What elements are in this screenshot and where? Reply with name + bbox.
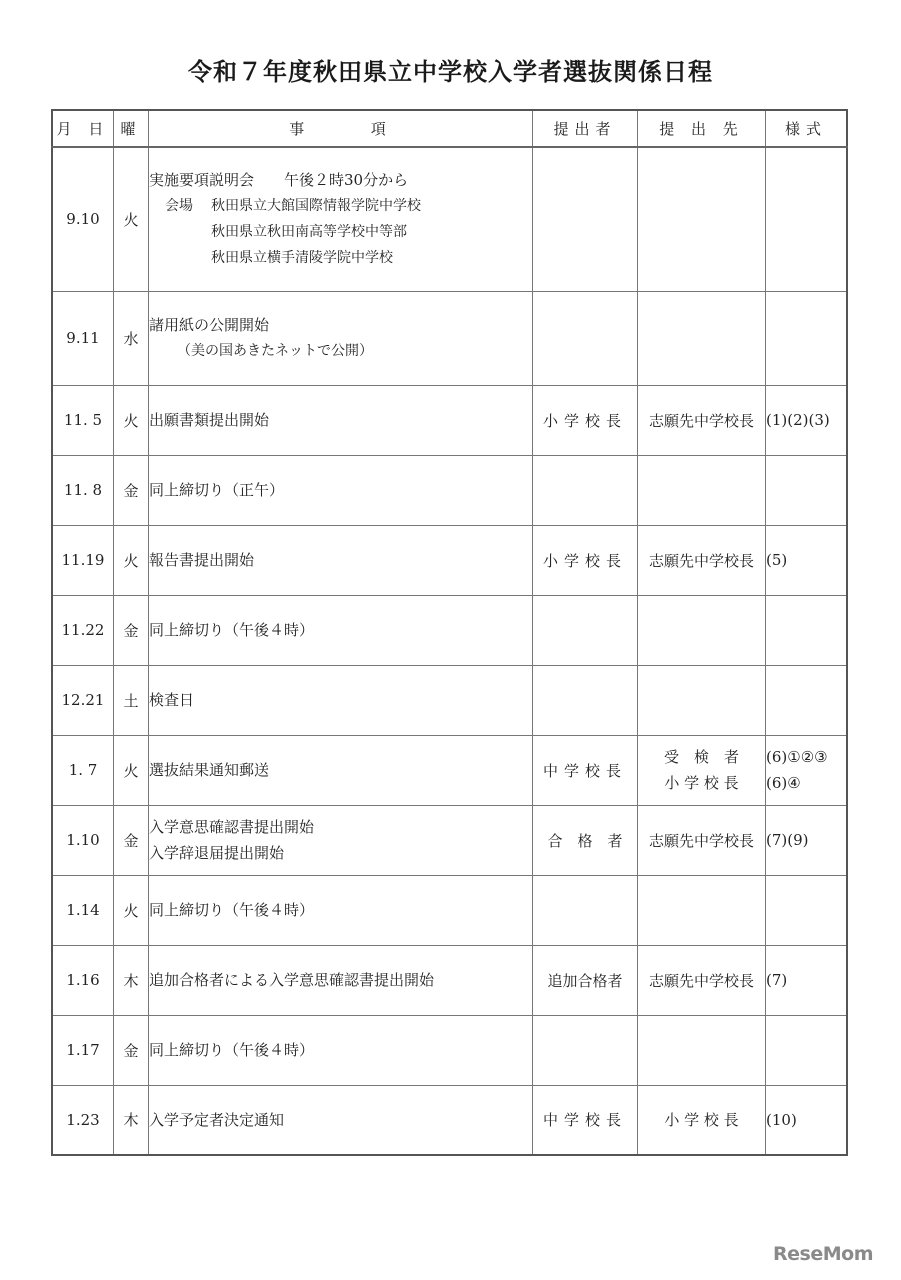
cell-form: [766, 1015, 848, 1085]
cell-submitter: 追加合格者: [533, 945, 638, 1015]
cell-form: [766, 291, 848, 385]
cell-item: 追加合格者による入学意思確認書提出開始: [149, 945, 533, 1015]
table-header-row: [52, 110, 847, 147]
cell-form: [766, 875, 848, 945]
cell-destination: [638, 595, 766, 665]
venue-label: 会場: [165, 198, 193, 215]
cell-item: 選抜結果通知郵送: [149, 735, 533, 805]
cell-day-of-week: 金: [114, 805, 149, 875]
item-main: 諸用紙の公開開始: [149, 316, 270, 334]
table-row: [52, 455, 847, 525]
cell-form: [766, 147, 848, 291]
cell-item: 同上締切り（午後４時）: [149, 595, 533, 665]
cell-submitter: 中学校長: [533, 1085, 638, 1155]
venue-name: 秋田県立大館国際情報学院中学校: [211, 198, 421, 215]
cell-submitter: [533, 147, 638, 291]
cell-form: [766, 735, 848, 805]
header-destination: 提 出 先: [638, 110, 766, 147]
cell-destination: [638, 875, 766, 945]
cell-date: 1.17: [52, 1015, 114, 1085]
cell-destination: 小 学 校 長: [638, 1085, 766, 1155]
cell-day-of-week: 水: [114, 291, 149, 385]
cell-form: (5): [766, 525, 848, 595]
cell-destination: [638, 1015, 766, 1085]
header-date: 月 日: [52, 110, 114, 147]
cell-form: [766, 595, 848, 665]
cell-item: 同上締切り（午後４時）: [149, 875, 533, 945]
cell-day-of-week: 木: [114, 1085, 149, 1155]
cell-day-of-week: 土: [114, 665, 149, 735]
cell-day-of-week: 金: [114, 595, 149, 665]
cell-destination: [638, 147, 766, 291]
destination-line: 小 学 校 長: [664, 774, 739, 792]
table-row: [52, 147, 847, 291]
venue-line: [149, 193, 532, 219]
page-title: 令和７年度秋田県立中学校入学者選抜関係日程: [188, 57, 713, 86]
cell-submitter: [533, 455, 638, 525]
cell-submitter: 小学校長: [533, 525, 638, 595]
cell-form: (10): [766, 1085, 848, 1155]
cell-day-of-week: 木: [114, 945, 149, 1015]
table-row: [52, 525, 847, 595]
cell-item: 出願書類提出開始: [149, 385, 533, 455]
table-row: [52, 945, 847, 1015]
table-row: [52, 1085, 847, 1155]
form-line: (6)①②③: [766, 748, 828, 766]
cell-item: [149, 147, 533, 291]
cell-item: 入学予定者決定通知: [149, 1085, 533, 1155]
cell-destination: [638, 665, 766, 735]
cell-submitter: [533, 875, 638, 945]
cell-item: 検査日: [149, 665, 533, 735]
table-row: [52, 595, 847, 665]
table-row: [52, 875, 847, 945]
header-item-right: 項: [370, 120, 392, 138]
cell-destination: 志願先中学校長: [638, 945, 766, 1015]
resemom-watermark-logo: ReseMom: [773, 1243, 873, 1265]
venue-name: 秋田県立秋田南高等学校中等部: [211, 224, 407, 241]
cell-date: 1.16: [52, 945, 114, 1015]
header-item: [149, 110, 533, 147]
cell-form: (7): [766, 945, 848, 1015]
item-line: 入学意思確認書提出開始: [149, 818, 315, 836]
table-row: [52, 291, 847, 385]
cell-submitter: [533, 595, 638, 665]
cell-date: 1.14: [52, 875, 114, 945]
cell-submitter: 合 格 者: [533, 805, 638, 875]
table-row: [52, 1015, 847, 1085]
cell-form: (7)(9): [766, 805, 848, 875]
cell-destination: 志願先中学校長: [638, 805, 766, 875]
cell-date: 11.19: [52, 525, 114, 595]
item-note: （美の国あきたネットで公開）: [177, 343, 373, 359]
cell-day-of-week: 火: [114, 735, 149, 805]
cell-form: [766, 455, 848, 525]
cell-submitter: [533, 291, 638, 385]
cell-item: [149, 805, 533, 875]
table-row: [52, 665, 847, 735]
cell-form: [766, 665, 848, 735]
cell-destination: 志願先中学校長: [638, 385, 766, 455]
cell-day-of-week: 火: [114, 147, 149, 291]
cell-submitter: 中学校長: [533, 735, 638, 805]
destination-line: 受 検 者: [663, 748, 739, 766]
cell-day-of-week: 金: [114, 455, 149, 525]
cell-destination: [638, 291, 766, 385]
cell-day-of-week: 火: [114, 525, 149, 595]
cell-day-of-week: 火: [114, 875, 149, 945]
cell-date: 1. 7: [52, 735, 114, 805]
cell-date: 9.10: [52, 147, 114, 291]
cell-destination: 志願先中学校長: [638, 525, 766, 595]
cell-day-of-week: 火: [114, 385, 149, 455]
cell-item: 同上締切り（正午）: [149, 455, 533, 525]
table-row: [52, 385, 847, 455]
cell-date: 11. 5: [52, 385, 114, 455]
item-main: 実施要項説明会 午後２時30分から: [149, 171, 409, 190]
header-form: 様式: [766, 110, 848, 147]
table-row: [52, 735, 847, 805]
form-line: (6)④: [766, 774, 801, 792]
cell-date: 1.23: [52, 1085, 114, 1155]
venue-name: 秋田県立横手清陵学院中学校: [211, 250, 393, 267]
cell-date: 11. 8: [52, 455, 114, 525]
cell-item: 同上締切り（午後４時）: [149, 1015, 533, 1085]
cell-item: [149, 291, 533, 385]
cell-day-of-week: 金: [114, 1015, 149, 1085]
header-submitter: 提出者: [533, 110, 638, 147]
table-row: [52, 805, 847, 875]
cell-date: 9.11: [52, 291, 114, 385]
cell-submitter: 小学校長: [533, 385, 638, 455]
cell-form: (1)(2)(3): [766, 385, 848, 455]
schedule-table: [51, 109, 848, 1156]
cell-date: 1.10: [52, 805, 114, 875]
cell-destination: [638, 455, 766, 525]
cell-date: 12.21: [52, 665, 114, 735]
item-line: 入学辞退届提出開始: [149, 844, 285, 862]
cell-item: 報告書提出開始: [149, 525, 533, 595]
header-day-of-week: 曜: [114, 110, 149, 147]
cell-submitter: [533, 665, 638, 735]
cell-submitter: [533, 1015, 638, 1085]
header-item-left: 事: [289, 120, 311, 138]
cell-destination: [638, 735, 766, 805]
cell-date: 11.22: [52, 595, 114, 665]
